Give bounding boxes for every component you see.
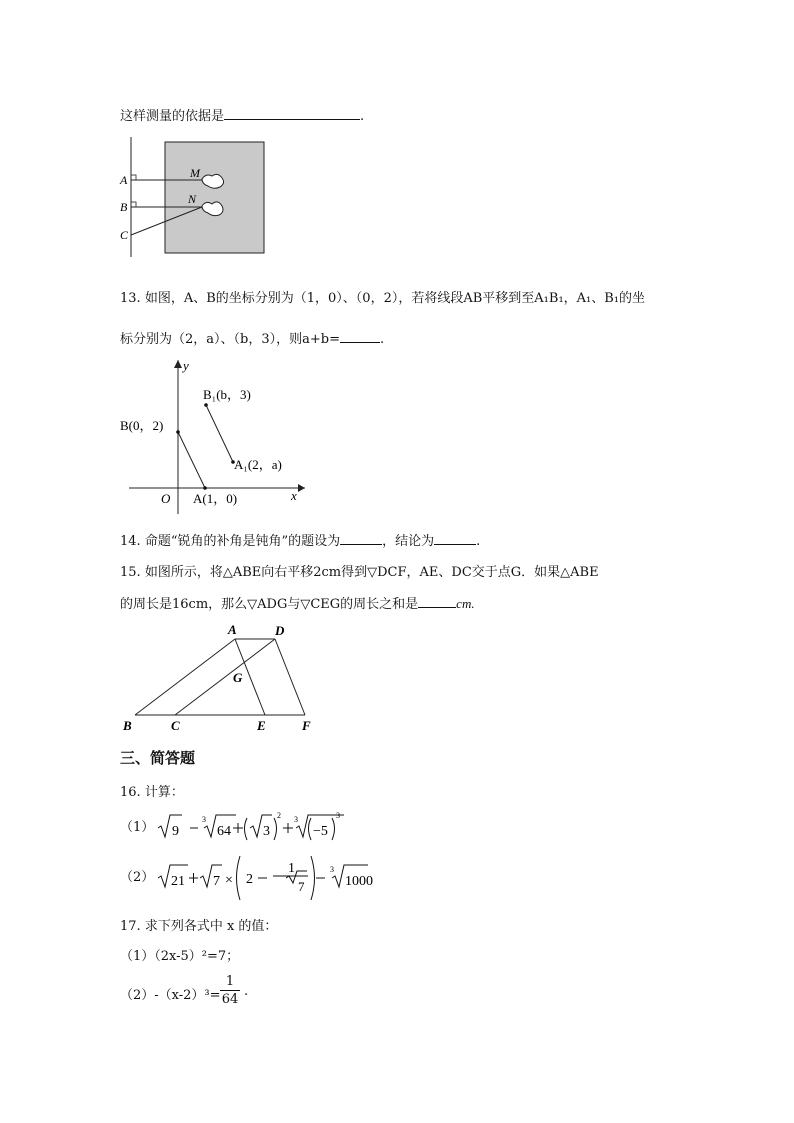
fig15-label-F: F bbox=[302, 718, 311, 733]
fig12-shaded-board bbox=[165, 142, 264, 253]
q16-title: 计算： bbox=[144, 785, 184, 800]
fig13-segment-AB bbox=[178, 432, 205, 488]
q15-line1 bbox=[120, 561, 599, 580]
q13-line1 bbox=[120, 287, 645, 306]
fig15-label-A: A bbox=[228, 622, 237, 637]
q16-p2-two: 2 bbox=[246, 872, 253, 887]
paren-right-icon bbox=[274, 818, 277, 840]
q16-p1-radicand-64: 64 bbox=[217, 824, 231, 839]
q14-number: 14. bbox=[120, 534, 141, 549]
fig15-side-DF bbox=[275, 639, 305, 715]
fig13-label-O: O bbox=[161, 491, 171, 506]
fig13-label-A1: A₁(2，a) bbox=[234, 457, 282, 472]
q16-p2-radicand-1000: 1000 bbox=[345, 874, 373, 889]
fig15-label-G: G bbox=[233, 670, 243, 685]
q12-answer-blank bbox=[224, 107, 360, 120]
q16-p2-radicand-7b: 7 bbox=[298, 879, 305, 894]
section-heading: 三、简答题 bbox=[120, 749, 196, 767]
q16-p1-exp-2: 2 bbox=[277, 811, 281, 820]
q16-p1-radicand-neg5: −5 bbox=[313, 824, 328, 839]
q16-p2-frac-num: 1 bbox=[288, 861, 295, 876]
q14-text-conclusion: ，结论为 bbox=[382, 534, 435, 549]
fig12-right-angle-B bbox=[131, 202, 136, 207]
q16-p1-exp-3: 3 bbox=[336, 811, 340, 820]
q15-line2 bbox=[120, 593, 475, 612]
paren-right-icon bbox=[332, 818, 335, 840]
fig13-label-A: A(1，0) bbox=[193, 491, 238, 506]
fig12-label-C: C bbox=[120, 228, 129, 242]
q12-end: . bbox=[360, 109, 365, 124]
fig13-y-arrow-icon bbox=[174, 360, 182, 368]
q13-text-2: 标分别为（2，a）、（b，3），则a+b= bbox=[120, 332, 340, 347]
q16-p1-index-3a: 3 bbox=[202, 815, 206, 824]
fig13-label-x: x bbox=[291, 488, 297, 503]
q16-part1-formula bbox=[156, 808, 340, 848]
q16-p1-radicand-9: 9 bbox=[172, 824, 179, 839]
q17-frac-denominator: 64 bbox=[221, 992, 239, 1007]
q17-part2-text: （2）-（x-2）³= bbox=[120, 988, 221, 1003]
fig13-segment-A1B1 bbox=[206, 405, 233, 462]
fig15-label-E: E bbox=[257, 718, 266, 733]
q17-title: 求下列各式中 x 的值： bbox=[144, 919, 278, 934]
figure-15-translation bbox=[115, 620, 325, 740]
q14-blank-conclusion bbox=[434, 532, 476, 545]
q16-title-line bbox=[120, 781, 184, 800]
q15-number: 15. bbox=[120, 565, 141, 580]
q13-end: . bbox=[379, 332, 385, 347]
fig15-label-C: C bbox=[171, 718, 180, 733]
q17-title-line bbox=[120, 915, 277, 934]
q15-text-2: 的周长是16cm，那么▽ADG与▽CEG的周长之和是 bbox=[120, 597, 419, 612]
q16-part2-formula bbox=[156, 852, 373, 902]
fig12-right-angle-A bbox=[131, 175, 136, 180]
q16-p2-radicand-21: 21 bbox=[171, 874, 185, 889]
q13-line2 bbox=[120, 328, 384, 347]
q16-p1-radicand-3: 3 bbox=[263, 824, 270, 839]
fig12-label-M: M bbox=[190, 166, 200, 180]
q15-answer-blank bbox=[418, 595, 456, 608]
q14-end: . bbox=[476, 534, 481, 549]
q16-part1-label: （1） bbox=[120, 820, 155, 835]
q17-frac-numerator: 1 bbox=[220, 974, 240, 991]
paren-left-icon bbox=[237, 856, 241, 900]
fig12-label-A: A bbox=[120, 173, 128, 187]
fig13-label-B1: B₁(b，3) bbox=[203, 387, 251, 402]
fig13-point-B bbox=[176, 430, 180, 434]
q12-text bbox=[120, 105, 364, 124]
fig12-label-B: B bbox=[120, 200, 128, 214]
q16-p2-index-3: 3 bbox=[330, 865, 334, 874]
q16-p2-radicand-7a: 7 bbox=[213, 874, 220, 889]
q16-number: 16. bbox=[120, 785, 141, 800]
fig15-label-B: B bbox=[123, 718, 132, 733]
fig15-side-BA bbox=[135, 639, 235, 715]
fig13-label-y: y bbox=[183, 358, 189, 373]
q12-prompt: 这样测量的依据是 bbox=[120, 109, 225, 124]
fig13-point-B1 bbox=[204, 403, 208, 407]
q14-blank-premise bbox=[340, 532, 382, 545]
q14-text-premise: 命题“锐角的补角是钝角”的题设为 bbox=[144, 534, 341, 549]
figure-12-measurement bbox=[112, 135, 272, 260]
fig12-label-N: N bbox=[188, 192, 197, 206]
q17-part1: （1）（2x-5）²=7； bbox=[120, 949, 240, 964]
fig13-point-A bbox=[203, 486, 207, 490]
fig13-x-arrow-icon bbox=[298, 484, 305, 492]
fig13-label-B: B(0，2) bbox=[120, 418, 164, 433]
q15-unit: cm. bbox=[456, 596, 475, 611]
q17-number: 17. bbox=[120, 919, 141, 934]
figure-13-coordinate-plane bbox=[115, 352, 315, 517]
paren-right-icon bbox=[311, 856, 315, 900]
q13-answer-blank bbox=[340, 330, 380, 343]
q17-part2-end: . bbox=[244, 984, 249, 999]
q13-number: 13. bbox=[120, 291, 141, 306]
q15-text-1: 如图所示，将△ABE向右平移2cm得到▽DCF，AE、DC交于点G．如果△ABE bbox=[144, 565, 599, 580]
times-icon: × bbox=[225, 873, 233, 888]
q17-fraction bbox=[220, 974, 240, 1009]
q16-part2-label: （2） bbox=[120, 870, 155, 885]
q13-text-1: 如图，A、B的坐标分别为（1，0）、（0，2），若将线段AB平移到至A₁B₁，A₁、B₁的坐 bbox=[144, 291, 646, 306]
fig15-label-D: D bbox=[275, 623, 285, 638]
q14-line bbox=[120, 530, 480, 549]
paren-left-icon bbox=[245, 818, 248, 840]
q16-p1-index-3b: 3 bbox=[294, 815, 298, 824]
paren-left-icon bbox=[309, 818, 312, 840]
